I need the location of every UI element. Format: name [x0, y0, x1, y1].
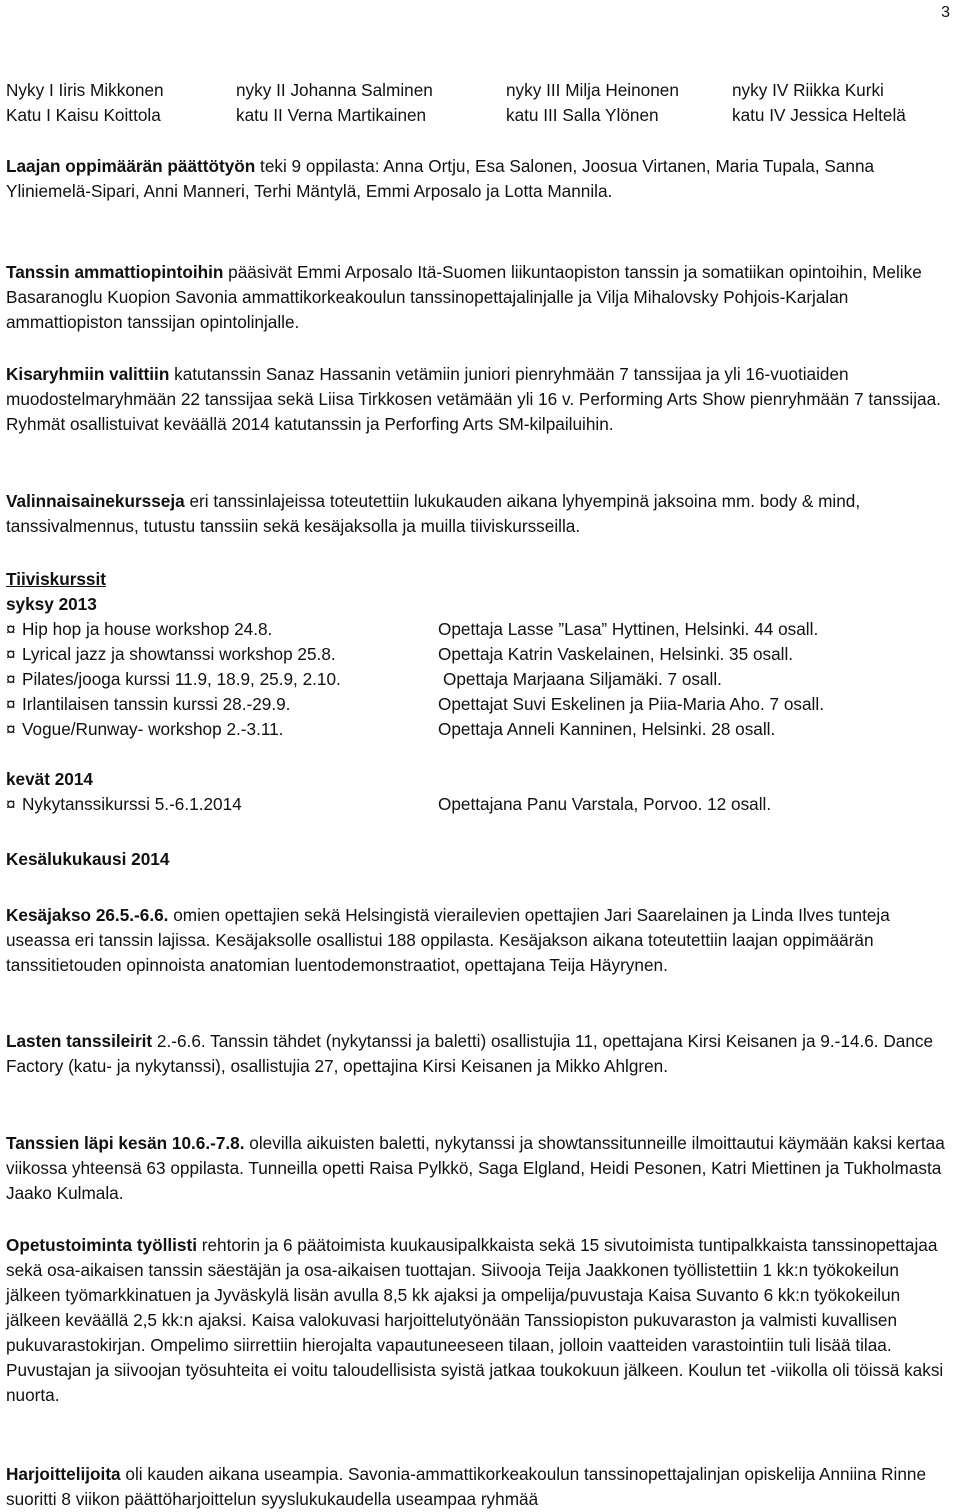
course-teacher: Opettaja Lasse ”Lasa” Hyttinen, Helsinki. 44 osall. — [438, 619, 819, 639]
kesajakso-text: omien opettajien sekä Helsingistä vierailevien opettajien Jari Saarelainen ja Linda Ilves tunteja useassa eri tanssin lajissa. Kesäjaksolle osallistui 188 oppilasta. Kesäjakson aikana toteutettiin laajan oppimäärän tanssitietouden opinnoista anatomian luentodemonstraatiot, opettajana Teija Häyrynen. — [6, 905, 890, 975]
dances-text: olevilla aikuisten baletti, nykytanssi ja showtanssitunneille ilmoittautui käymään kaksi kertaa viikossa yhteensä 63 oppilasta. Tunneilla opetti Raisa Pylkkö, Saga Elgland, Heidi Pesonen, Katri Miettinen ja Tukholmasta Jaako Kulmala. — [6, 1133, 945, 1203]
course-name: Pilates/jooga kurssi 11.9, 18.9, 25.9, 2.10. — [22, 669, 341, 689]
camps-heading: Lasten tanssileirit — [6, 1031, 153, 1051]
spring-label: kevät 2014 — [6, 769, 93, 789]
course-name: Nykytanssikurssi 5.-6.1.2014 — [22, 794, 242, 814]
employment-text: rehtorin ja 6 päätoimista kuukausipalkkaista sekä 15 sivutoimista tuntipalkkaista tanssinopettajaa sekä osa-aikaisen tanssin säestäjän ja osa-aikaisen tuottajan. Siivooja Teija Jaakkonen työllistettiin 1 kk:n työkokeilun jälkeen työmarkkinatuen ja Jyväskylä lisän avulla 8,5 kk ajaksi ja ompelija/puvustaja Kaisa Suvanto 6 kk:n työkokeilun jälkeen keväällä 2,5 kk:n ajaksi. Kaisa valokuvasi harjoittelutyönään Tanssiopiston pukuvaraston ja valmisti kuvallisen pukuvarastokirjan. Ompelimo siirrettiin hierojalta vapautuneeseen tilaan, jolloin vaatteiden varastointiin tuli lisää tilaa. Puvustajan ja siivoojan työsuhteita ei voitu taloudellisista syistä jatkaa toukokuun jälkeen. Koulun tet -viikolla oli töissä kaksi nuorta. — [6, 1235, 944, 1405]
trainees-text: oli kauden aikana useampia. Savonia-ammattikorkeakoulun tanssinopettajalinjan opiskelija Anniina Rinne suoritti 8 viikon päättöharjoittelun syyslukukaudella useampaa ryhmää — [6, 1464, 927, 1509]
final-works-text: teki 9 oppilasta: Anna Ortju, Esa Salonen, Joosua Virtanen, Maria Tupala, Sanna Yliniemelä-Sipari, Anni Manneri, Terhi Mäntylä, Emmi Arposalo ja Lotta Mannila. — [6, 156, 875, 201]
employment-heading: Opetustoiminta työllisti — [6, 1235, 197, 1255]
autumn-label: syksy 2013 — [6, 594, 97, 614]
trainees-paragraph — [6, 1462, 954, 1512]
intensive-heading: Tiiviskurssit — [6, 569, 106, 589]
kesajakso-paragraph — [6, 903, 954, 978]
dances-paragraph — [6, 1131, 954, 1206]
competition-paragraph — [6, 362, 954, 437]
electives-paragraph — [6, 489, 954, 539]
course-teacher: Opettajana Panu Varstala, Porvoo. 12 osall. — [438, 794, 772, 814]
cohort-cell: katu III Salla Ylönen — [506, 105, 659, 125]
final-works-paragraph — [6, 154, 954, 204]
vocational-heading: Tanssin ammattiopintoihin — [6, 262, 224, 282]
camps-paragraph — [6, 1029, 954, 1079]
course-name: Hip hop ja house workshop 24.8. — [22, 619, 273, 639]
competition-text: katutanssin Sanaz Hassanin vetämiin juniori pienryhmään 7 tanssijaa ja yli 16-vuotiaiden muodostelmaryhmään 22 tanssijaa sekä Liisa Tirkkosen vetämään yli 16 v. Performing Arts Show pienryhmään 7 tanssijaa. Ryhmät osallistuivat keväällä 2014 katutanssin ja Perforfing Arts SM-kilpailuihin. — [6, 364, 941, 434]
course-row — [6, 642, 954, 667]
cohort-cell: nyky IV Riikka Kurki — [732, 80, 884, 100]
course-row — [6, 617, 954, 642]
cohort-cell: nyky II Johanna Salminen — [236, 80, 433, 100]
course-teacher: Opettajat Suvi Eskelinen ja Piia-Maria Aho. 7 osall. — [438, 694, 824, 714]
summer-heading: Kesälukukausi 2014 — [6, 849, 170, 869]
bullet-icon: ¤ — [6, 644, 16, 664]
camps-text: 2.-6.6. Tanssin tähdet (nykytanssi ja baletti) osallistujia 11, opettajana Kirsi Keisanen ja 9.-14.6. Dance Factory (katu- ja nykytanssi), osallistujia 27, opettajina Kirsi Keisanen ja Mikko Ahlgren. — [6, 1031, 934, 1076]
vocational-paragraph — [6, 260, 954, 335]
cohort-table — [6, 78, 954, 128]
bullet-icon: ¤ — [6, 619, 16, 639]
cohort-cell: Katu I Kaisu Koittola — [6, 105, 161, 125]
bullet-icon: ¤ — [6, 719, 16, 739]
employment-paragraph — [6, 1233, 954, 1408]
course-row — [6, 667, 954, 692]
course-name: Irlantilaisen tanssin kurssi 28.-29.9. — [22, 694, 291, 714]
cohort-cell: nyky III Milja Heinonen — [506, 80, 679, 100]
competition-heading: Kisaryhmiin valittiin — [6, 364, 170, 384]
course-row — [6, 692, 954, 717]
electives-text: eri tanssinlajeissa toteutettiin lukukauden aikana lyhyempinä jaksoina mm. body & mind, tanssivalmennus, tutustu tanssiin sekä kesäjaksolla ja muilla tiiviskursseilla. — [6, 491, 861, 536]
dances-heading: Tanssien läpi kesän 10.6.-7.8. — [6, 1133, 245, 1153]
course-name: Vogue/Runway- workshop 2.-3.11. — [22, 719, 284, 739]
final-works-heading: Laajan oppimäärän päättötyön — [6, 156, 256, 176]
course-teacher: Opettaja Anneli Kanninen, Helsinki. 28 osall. — [438, 719, 776, 739]
cohort-cell: Nyky I Iiris Mikkonen — [6, 80, 164, 100]
kesajakso-heading: Kesäjakso 26.5.-6.6. — [6, 905, 169, 925]
cohort-cell: katu II Verna Martikainen — [236, 105, 427, 125]
cohort-cell: katu IV Jessica Heltelä — [732, 105, 906, 125]
intensive-section — [6, 567, 954, 817]
bullet-icon: ¤ — [6, 669, 16, 689]
bullet-icon: ¤ — [6, 694, 16, 714]
course-teacher: Opettaja Katrin Vaskelainen, Helsinki. 35 osall. — [438, 644, 794, 664]
course-name: Lyrical jazz ja showtanssi workshop 25.8. — [22, 644, 336, 664]
trainees-heading: Harjoittelijoita — [6, 1464, 121, 1484]
course-teacher: Opettaja Marjaana Siljamäki. 7 osall. — [443, 669, 722, 689]
bullet-icon: ¤ — [6, 794, 16, 814]
vocational-text: pääsivät Emmi Arposalo Itä-Suomen liikuntaopiston tanssin ja somatiikan opintoihin, Melike Basaranoglu Kuopion Savonia ammattikorkeakoulun tanssinopettajalinjalle ja Vilja Mihalovsky Pohjois-Karjalan ammattiopiston tanssijan opintolinjalle. — [6, 262, 922, 332]
electives-heading: Valinnaisainekursseja — [6, 491, 185, 511]
course-row — [6, 717, 954, 742]
course-row — [6, 792, 954, 817]
page-number: 3 — [941, 4, 950, 21]
